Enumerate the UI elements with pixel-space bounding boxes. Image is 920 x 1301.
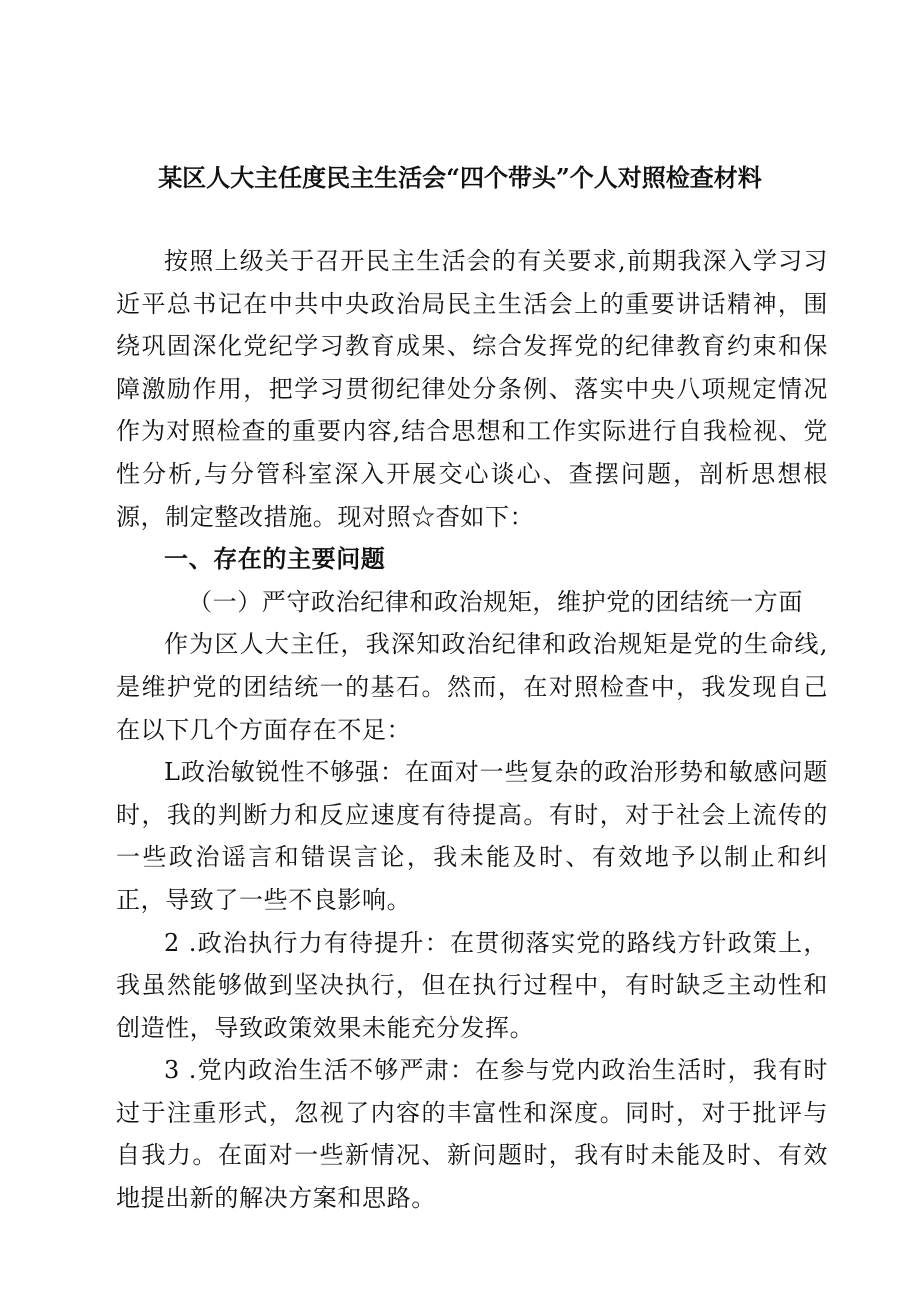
issue-item-3: 3 .党内政治生活不够严肃：在参与党内政治生活时，我有时过于注重形式，忽视了内容的丰富性和深度。同时，对于批评与自我力。在面对一些新情况、新问题时，我有时未能及时、有效地提出新的解决方案和思路。 (116, 1056, 828, 1213)
subsection-intro-paragraph: 作为区人大主任，我深知政治纪律和政治规矩是党的生命线,是维护党的团结统一的基石。然而，在对照检查中，我发现自己在以下几个方面存在不足： (116, 630, 828, 744)
issue-item-2: 2 .政治执行力有待提升：在贯彻落实党的路线方针政策上，我虽然能够做到坚决执行，但在执行过程中，有时缺乏主动性和创造性，导致政策效果未能充分发挥。 (116, 928, 828, 1042)
subsection-heading: （一）严守政治纪律和政治规矩，维护党的团结统一方面 (188, 587, 803, 616)
issue-item-1: L政治敏锐性不够强：在面对一些复杂的政治形势和敏感问题时，我的判断力和反应速度有待提高。有时，对于社会上流传的一些政治谣言和错误言论，我未能及时、有效地予以制止和纠正，导致了一些不良影响。 (116, 758, 828, 914)
document-body (116, 240, 828, 1220)
intro-paragraph: 按照上级关于召开民主生活会的有关要求,前期我深入学习习近平总书记在中共中央政治局民主生活会上的重要讲话精神，围绕巩固深化党纪学习教育成果、综合发挥党的纪律教育约束和保障激励作用，把学习贯彻纪律处分条例、落实中央八项规定情况作为对照检查的重要内容,结合思想和工作实际进行自我检视、党性分析,与分管科室深入开展交心谈心、查摆问题，剖析思想根源，制定整改措施。现对照☆杳如下： (116, 247, 828, 531)
document-title: 某区人大主任度民主生活会“四个带头”个人对照检查材料 (158, 163, 762, 192)
section-heading: 一、存在的主要问题 (164, 544, 386, 574)
